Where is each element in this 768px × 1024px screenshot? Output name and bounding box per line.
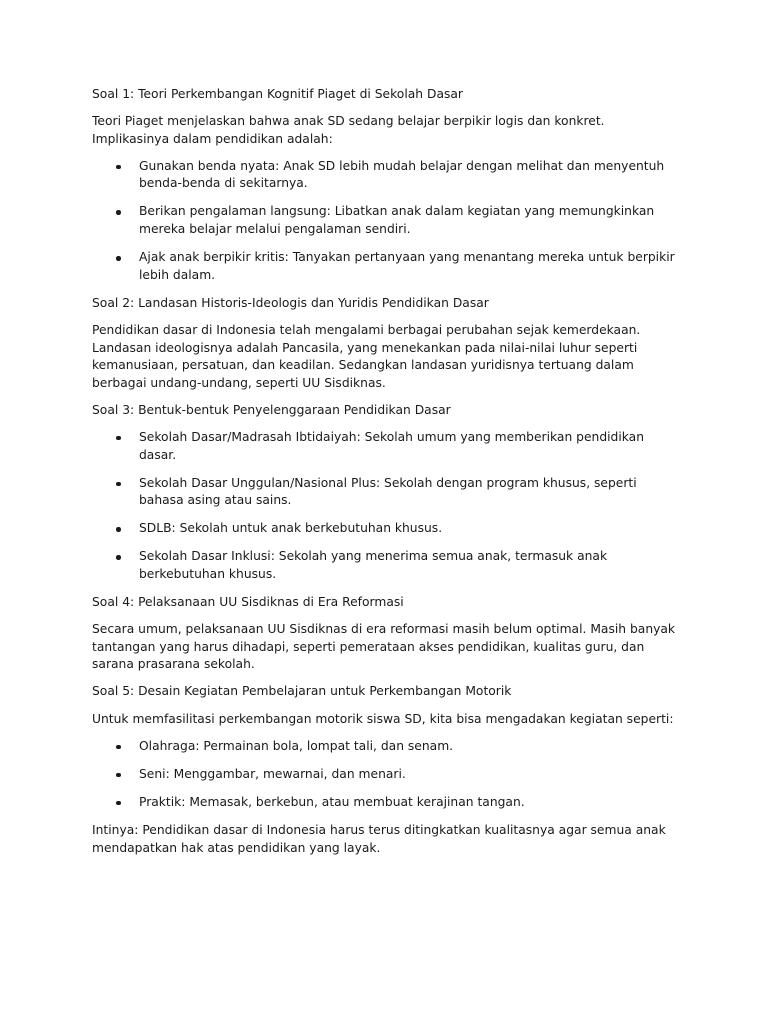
section-heading: Soal 5: Desain Kegiatan Pembelajaran untuk Perkembangan Motorik <box>92 684 512 699</box>
conclusion-paragraph: Intinya: Pendidikan dasar di Indonesia harus terus ditingkatkan kualitasnya agar semua anak mendapatkan hak atas pendidikan yang layak. <box>92 822 666 855</box>
bullet-icon <box>116 256 121 261</box>
list-item-text: Praktik: Memasak, berkebun, atau membuat kerajinan tangan. <box>139 794 525 809</box>
list-item-text: SDLB: Sekolah untuk anak berkebutuhan khusus. <box>139 521 443 536</box>
list-item <box>92 794 678 812</box>
list-item-text: Ajak anak berpikir kritis: Tanyakan pertanyaan yang menantang mereka untuk berpikir lebih dalam. <box>139 250 675 282</box>
list-item-text: Olahraga: Permainan bola, lompat tali, dan senam. <box>139 738 454 753</box>
list-item <box>92 475 678 510</box>
bullet-list <box>92 158 678 285</box>
list-item-text: Sekolah Dasar/Madrasah Ibtidaiyah: Sekolah umum yang memberikan pendidikan dasar. <box>139 429 645 462</box>
section-soal-1 <box>92 86 678 284</box>
section-paragraph: Secara umum, pelaksanaan UU Sisdiknas di era reformasi masih belum optimal. Masih banyak tantangan yang harus dihadapi, seperti pemerataan akses pendidikan, kualitas guru, dan sarana prasarana sekolah. <box>92 622 676 672</box>
bullet-list <box>92 429 678 584</box>
list-item-text: Berikan pengalaman langsung: Libatkan anak dalam kegiatan yang memungkinkan mereka belajar melalui pengalaman sendiri. <box>139 204 655 237</box>
bullet-icon <box>116 745 121 750</box>
list-item <box>92 249 678 284</box>
bullet-icon <box>116 482 121 487</box>
list-item-text: Gunakan benda nyata: Anak SD lebih mudah belajar dengan melihat dan menyentuh benda-benda di sekitarnya. <box>139 158 665 191</box>
section-soal-4 <box>92 594 678 674</box>
section-soal-2 <box>92 295 678 392</box>
list-item-text: Sekolah Dasar Unggulan/Nasional Plus: Sekolah dengan program khusus, seperti bahasa asing atau sains. <box>139 475 637 508</box>
section-soal-5 <box>92 683 678 811</box>
bullet-icon <box>116 527 121 532</box>
section-paragraph: Untuk memfasilitasi perkembangan motorik siswa SD, kita bisa mengadakan kegiatan seperti: <box>92 711 674 726</box>
list-item <box>92 548 678 583</box>
list-item <box>92 738 678 756</box>
bullet-list <box>92 738 678 812</box>
list-item-text: Sekolah Dasar Inklusi: Sekolah yang menerima semua anak, termasuk anak berkebutuhan khusus. <box>139 549 608 581</box>
bullet-icon <box>116 165 121 170</box>
bullet-icon <box>116 801 121 806</box>
list-item <box>92 429 678 464</box>
list-item <box>92 158 678 193</box>
bullet-icon <box>116 773 121 778</box>
document-page <box>92 86 678 867</box>
section-heading: Soal 3: Bentuk-bentuk Penyelenggaraan Pendidikan Dasar <box>92 402 451 417</box>
section-heading: Soal 2: Landasan Historis-Ideologis dan Yuridis Pendidikan Dasar <box>92 295 489 310</box>
bullet-icon <box>116 210 121 215</box>
list-item <box>92 766 678 784</box>
section-heading: Soal 1: Teori Perkembangan Kognitif Piaget di Sekolah Dasar <box>92 87 463 101</box>
section-heading: Soal 4: Pelaksanaan UU Sisdiknas di Era Reformasi <box>92 595 404 610</box>
section-soal-3 <box>92 402 678 584</box>
section-paragraph: Pendidikan dasar di Indonesia telah mengalami berbagai perubahan sejak kemerdekaan. Landasan ideologisnya adalah Pancasila, yang menekankan pada nilai-nilai luhur seperti kemanusiaan, persatuan, dan keadilan. Sedangkan landasan yuridisnya tertuang dalam berbagai undang-undang, seperti UU Sisdiknas. <box>92 322 641 390</box>
list-item-text: Seni: Menggambar, mewarnai, dan menari. <box>139 766 406 781</box>
list-item <box>92 203 678 238</box>
section-paragraph: Teori Piaget menjelaskan bahwa anak SD sedang belajar berpikir logis dan konkret. Implikasinya dalam pendidikan adalah: <box>92 114 605 146</box>
list-item <box>92 520 678 538</box>
bullet-icon <box>116 436 121 441</box>
bullet-icon <box>116 555 121 560</box>
